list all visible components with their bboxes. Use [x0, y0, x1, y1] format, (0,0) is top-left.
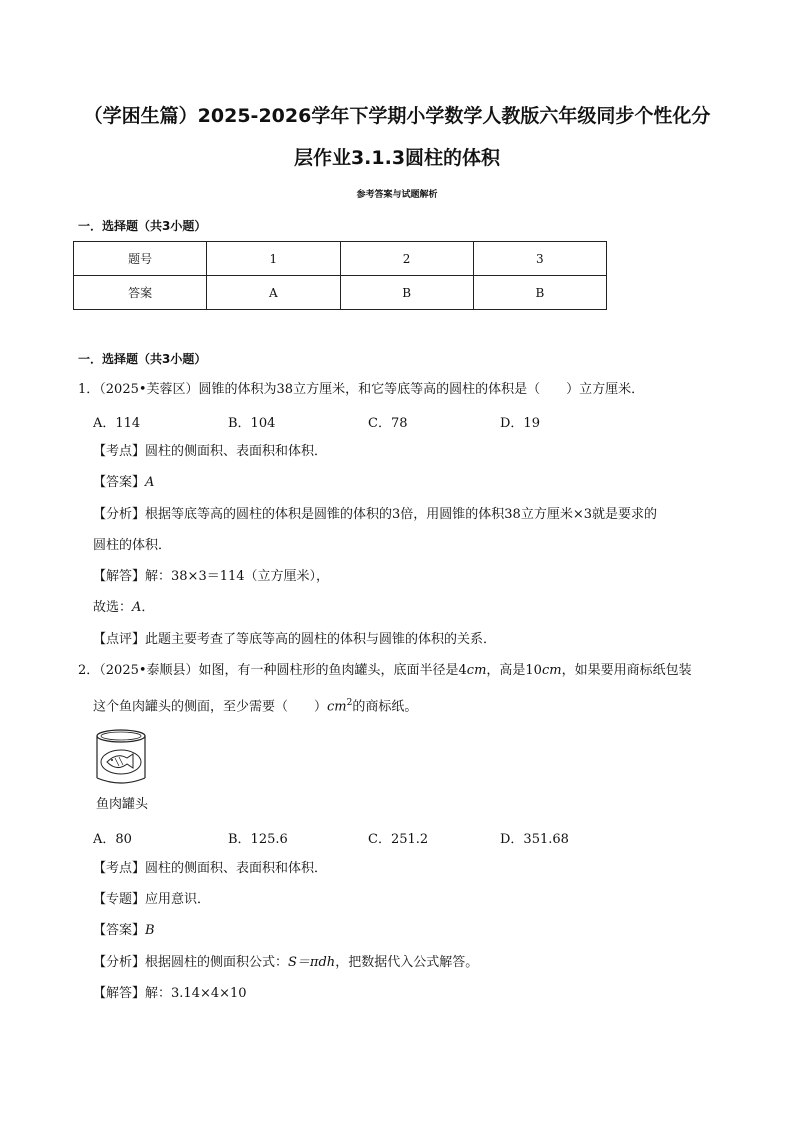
jieda-text: 解：38×3＝114（立方厘米），: [145, 569, 330, 584]
answer-table: [73, 241, 607, 310]
unit-cm: cm: [466, 663, 487, 678]
question-1-analysis-line-2: 圆柱的体积．: [93, 538, 172, 553]
question-1-option-b: B．104: [228, 416, 276, 431]
question-2-option-b: B．125.6: [228, 832, 288, 847]
answer-table-row-answer: [74, 276, 607, 310]
question-1-comment: [93, 631, 496, 649]
choice-prefix: 故选：: [93, 600, 133, 615]
document-title-line-2: 层作业3.1.3圆柱的体积: [293, 147, 501, 169]
table-cell: 答案: [74, 276, 207, 310]
kaodian-tag: 【考点】: [93, 444, 146, 459]
question-2-analysis: [93, 954, 478, 972]
question-2-option-d: D．351.68: [500, 832, 569, 847]
question-2-stem-line-1: [78, 662, 692, 680]
question-1-kaodian: [93, 443, 327, 461]
stem-text: 的商标纸。: [352, 699, 418, 715]
unit-cm: cm: [541, 663, 562, 678]
answer-table-row-number: [74, 242, 607, 276]
table-cell: B: [340, 276, 473, 310]
question-2-option-c: C．251.2: [368, 832, 429, 847]
question-2-topic: [93, 891, 210, 909]
question-1-option-c: C．78: [368, 416, 408, 431]
formula: S＝πdh: [288, 955, 336, 970]
section-heading-answers: 一．选择题（共3小题）: [78, 219, 207, 233]
kaodian-tag: 【考点】: [93, 861, 146, 876]
fenxi-text: 根据圆柱的侧面积公式：: [145, 955, 289, 970]
question-1-stem: 1．（2025•芙蓉区）圆锥的体积为38立方厘米，和它等底等高的圆柱的体积是（ ）立方厘米．: [78, 382, 645, 397]
table-cell: 2: [340, 242, 473, 276]
question-2-option-a: A．80: [93, 832, 132, 847]
question-1-analysis-line-1: [93, 506, 657, 524]
stem-text: ，如果要用商标纸包装: [561, 663, 692, 678]
question-1-answer: [93, 474, 154, 492]
question-1-solution-line-2: [93, 599, 154, 617]
zhuanti-text: 应用意识．: [145, 892, 211, 907]
choice-answer: A: [132, 600, 142, 615]
section-heading-questions: 一．选择题（共3小题）: [78, 352, 207, 366]
daan-tag: 【答案】: [93, 923, 146, 938]
kaodian-text: 圆柱的侧面积、表面积和体积．: [145, 861, 328, 876]
unit-cm: cm: [327, 699, 347, 715]
question-2-answer: [93, 922, 155, 940]
daan-tag: 【答案】: [93, 475, 146, 490]
table-cell: A: [207, 276, 340, 310]
dianping-text: 此题主要考查了等底等高的圆柱的体积与圆锥的体积的关系．: [145, 632, 497, 647]
fenxi-text: ，把数据代入公式解答。: [335, 955, 479, 970]
table-cell: B: [473, 276, 606, 310]
daan-text: B: [145, 923, 155, 938]
fish-can-image: [93, 728, 163, 788]
question-1-option-a: A．114: [93, 416, 141, 431]
fenxi-tag: 【分析】: [93, 507, 146, 522]
stem-text: 这个鱼肉罐头的侧面，至少需要（ ）: [93, 699, 328, 715]
stem-text: 2．（2025•泰顺县）如图，有一种圆柱形的鱼肉罐头，底面半径是4: [78, 663, 467, 678]
fenxi-tag: 【分析】: [93, 955, 146, 970]
question-2-solution-line-1: [93, 985, 247, 1003]
table-cell: 1: [207, 242, 340, 276]
document-subtitle: 参考答案与试题解析: [356, 190, 438, 200]
zhuanti-tag: 【专题】: [93, 892, 146, 907]
jieda-text: 解：3.14×4×10: [145, 986, 247, 1001]
document-title-line-1: （学困生篇）2025-2026学年下学期小学数学人教版六年级同步个性化分: [83, 105, 711, 127]
jieda-tag: 【解答】: [93, 569, 146, 584]
fenxi-text: 根据等底等高的圆柱的体积是圆锥的体积的3倍，用圆锥的体积38立方厘米×3就是要求的: [145, 507, 657, 522]
question-2-kaodian: [93, 860, 327, 878]
stem-text: ，高是10: [486, 663, 542, 678]
table-cell: 3: [473, 242, 606, 276]
kaodian-text: 圆柱的侧面积、表面积和体积．: [145, 444, 328, 459]
question-1-solution-line-1: [93, 568, 329, 586]
table-cell: 题号: [74, 242, 207, 276]
jieda-tag: 【解答】: [93, 986, 146, 1001]
question-1-option-d: D．19: [500, 416, 540, 431]
choice-suffix: ．: [141, 600, 155, 615]
daan-text: A: [145, 475, 155, 490]
dianping-tag: 【点评】: [93, 632, 146, 647]
fish-can-label: 鱼肉罐头: [96, 797, 149, 812]
unit-exponent: 2: [346, 698, 353, 708]
question-2-stem-line-2: [93, 694, 417, 716]
